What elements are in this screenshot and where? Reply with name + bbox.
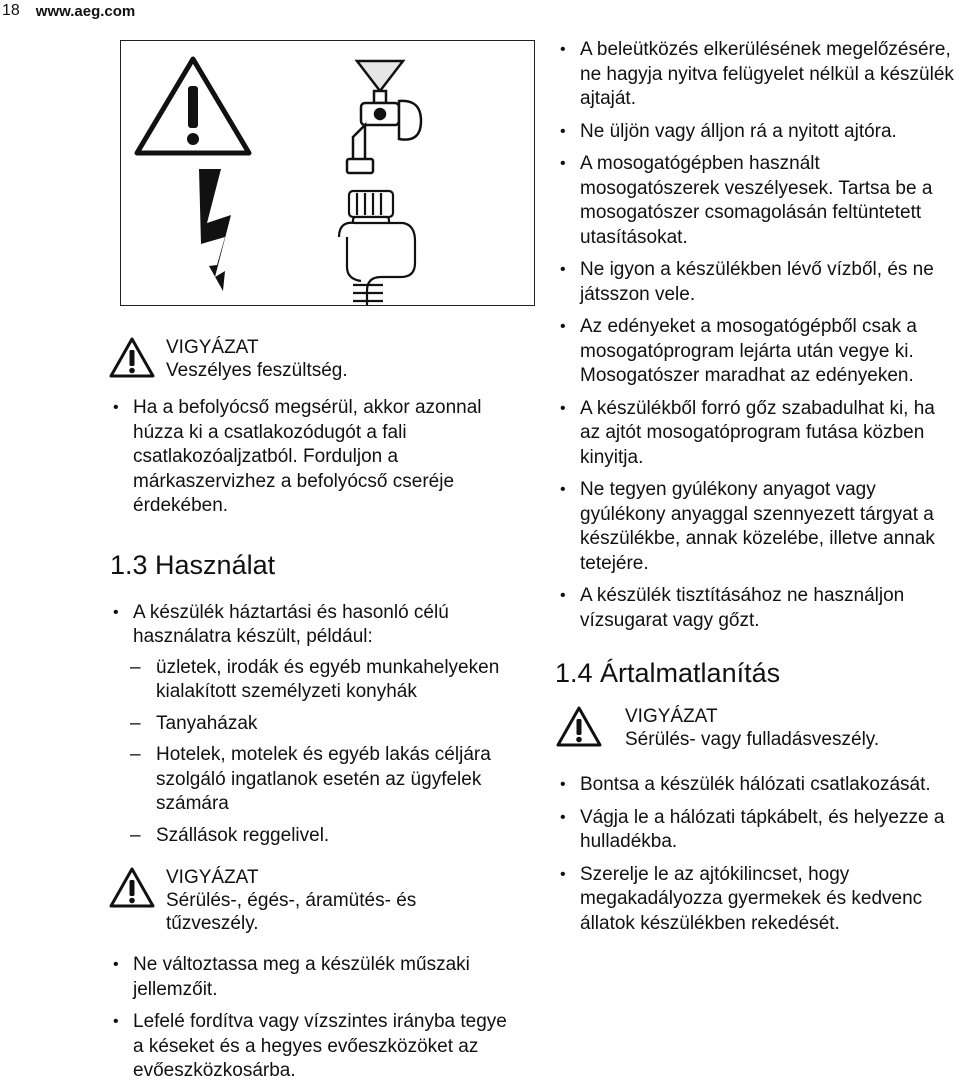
- list-item: • A beleütközés elkerülésének megelőzésére, ne hagyja nyitva felügyelet nélkül a készülék ajtaját.: [555, 38, 960, 112]
- list-item: – Hotelek, motelek és egyéb lakás céljára szolgáló ingatlanok esetén az ügyfelek számára: [108, 743, 508, 817]
- inlet-hose-icon: [339, 191, 415, 305]
- list-item: • Szerelje le az ajtókilincset, hogy megakadályozza gyermekek és kedvenc állatok készülékben rekedését.: [555, 863, 960, 937]
- warning-triangle-icon: [137, 59, 249, 153]
- list-item: – üzletek, irodák és egyéb munkahelyeken kialakított személyzeti konyhák: [108, 656, 508, 705]
- water-tap-icon: [347, 61, 421, 173]
- warning-triangle-icon: [108, 866, 156, 910]
- list-item: • A készülék tisztításához ne használjon vízsugarat vagy gőzt.: [555, 584, 960, 633]
- section-heading-1-4: 1.4 Ártalmatlanítás: [555, 658, 781, 688]
- list-item: • Ne üljön vagy álljon rá a nyitott ajtóra.: [555, 120, 960, 145]
- list-item: • A készülék háztartási és hasonló célú használatra készült, például:: [108, 601, 513, 650]
- list-item: • Bontsa a készülék hálózati csatlakozását.: [555, 773, 960, 798]
- list-item: • Ne igyon a készülékben lévő vízből, és ne játsszon vele.: [555, 258, 960, 307]
- warning-title: VIGYÁZAT: [625, 706, 718, 727]
- warning-triangle-icon: [108, 336, 156, 380]
- warning-suffocation: [555, 705, 960, 751]
- lightning-bolt-icon: [199, 169, 231, 291]
- page-header: [0, 0, 135, 22]
- section-heading-1-3: 1.3 Használat: [110, 549, 276, 580]
- website-url[interactable]: www.aeg.com: [35, 2, 136, 20]
- warning-title: VIGYÁZAT: [166, 337, 259, 358]
- left-column: [108, 40, 528, 1092]
- list-item: • A készülékből forró gőz szabadulhat ki, ha az ajtót mosogatóprogram futása közben kinyitja.: [555, 397, 960, 471]
- warning-voltage: [108, 336, 528, 382]
- page-number: 18: [0, 2, 26, 20]
- safety-bullet-list: [555, 38, 960, 633]
- list-item: – Tanyaházak: [108, 712, 508, 737]
- list-item: • Vágja le a hálózati tápkábelt, és helyezze a hulladékba.: [555, 806, 960, 855]
- warning-injury: [108, 866, 528, 935]
- warning-triangle-icon: [555, 705, 603, 749]
- usage-dash-list: [108, 656, 508, 849]
- right-column: [555, 38, 960, 944]
- list-item: – Szállások reggelivel.: [108, 824, 508, 849]
- list-item: • Ne változtassa meg a készülék műszaki jellemzőit.: [108, 953, 513, 1002]
- hose-bullet-list: [108, 396, 513, 519]
- warning-text: Veszélyes feszültség.: [166, 360, 348, 381]
- safety-illustration: [120, 40, 535, 306]
- disposal-bullet-list: [555, 773, 960, 936]
- usage-bullet-list: [108, 601, 513, 650]
- list-item: • A mosogatógépben használt mosogatószerek veszélyesek. Tartsa be a mosogatószer csomagolásán feltüntetett utasításokat.: [555, 152, 960, 250]
- cutlery-bullet-list: [108, 953, 513, 1084]
- illustration-svg: [121, 41, 534, 305]
- warning-text: Sérülés- vagy fulladásveszély.: [625, 729, 880, 750]
- warning-text: Sérülés-, égés-, áramütés- és tűzveszély.: [166, 890, 417, 934]
- list-item: • Ha a befolyócső megsérül, akkor azonnal húzza ki a csatlakozódugót a fali csatlakozóaljzatból. Forduljon a márkaszervizhez a befolyócső cseréje érdekében.: [108, 396, 513, 519]
- list-item: • Ne tegyen gyúlékony anyagot vagy gyúlékony anyaggal szennyezett tárgyat a készülékbe, annak közelébe, illetve annak tetejére.: [555, 478, 960, 576]
- list-item: • Lefelé fordítva vagy vízszintes irányba tegye a késeket és a hegyes evőeszközöket az evőeszközkosárba.: [108, 1010, 513, 1084]
- warning-title: VIGYÁZAT: [166, 867, 259, 888]
- list-item: • Az edényeket a mosogatógépből csak a mosogatóprogram lejárta után vegye ki. Mosogatószer maradhat az edényeken.: [555, 315, 960, 389]
